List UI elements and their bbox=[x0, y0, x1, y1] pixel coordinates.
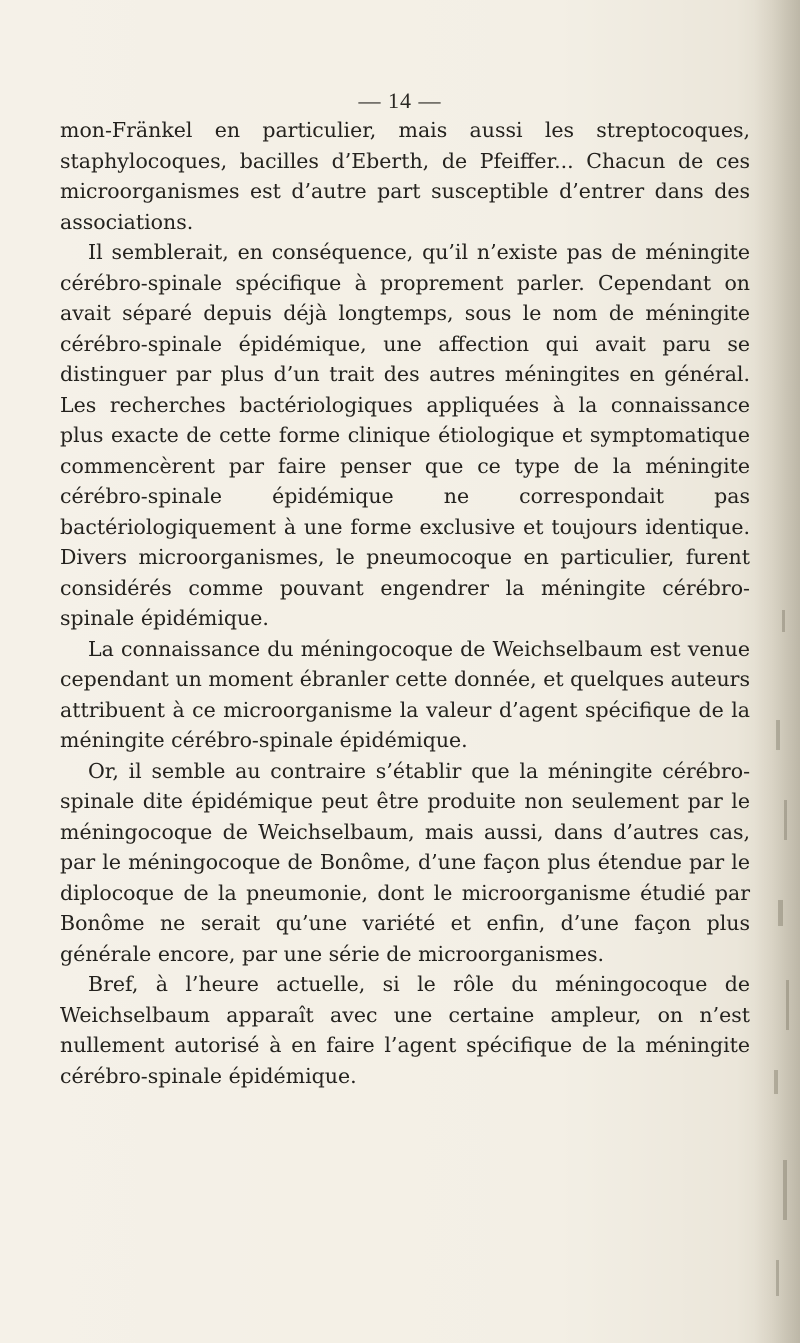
paragraph: Il semblerait, en conséquence, qu’il n’existe pas de méningite cérébro-spinale spécifique à proprement parler. Cependant on avait séparé depuis déjà longtemps, sous le nom de méningite cérébro-spinale épidémique, une affection qui avait paru se distinguer par plus d’un trait des autres méningites en général. Les recherches bactériologiques appliquées à la connaissance plus exacte de cette forme clinique étiologique et symptomatique commencèrent par faire penser que ce type de la méningite cérébro-spinale épidémique ne correspondait pas bactériologiquement à une forme exclusive et toujours identique. Divers microorganismes, le pneumocoque en particulier, furent considérés comme pouvant engendrer la méningite cérébro-spinale épidémique. bbox=[60, 240, 750, 630]
page-edge-stains bbox=[764, 600, 794, 1340]
paragraph: La connaissance du méningocoque de Weichselbaum est venue cependant un moment ébranler cette donnée, et quelques auteurs attribuent à ce microorganisme la valeur d’agent spécifique de la méningite cérébro-spinale épidémique. bbox=[60, 636, 750, 752]
paragraph: Bref, à l’heure actuelle, si le rôle du méningocoque de Weichselbaum apparaît avec une certaine ampleur, on n’est nullement autorisé à en faire l’agent spécifique de la méningite cérébro-spinale épidémique. bbox=[60, 972, 750, 1088]
paragraph: Or, il semble au contraire s’établir que la méningite cérébro-spinale dite épidémique peut être produite non seulement par le méningocoque de Weichselbaum, mais aussi, dans d’autres cas, par le méningocoque de Bonôme, d’une façon plus étendue par le diplocoque de la pneumonie, dont le microorganisme étudié par Bonôme ne serait qu’une variété et enfin, d’une façon plus générale encore, par une série de microorganismes. bbox=[60, 758, 750, 966]
paragraph-continuation: mon-Fränkel en particulier, mais aussi les streptocoques, staphylocoques, bacilles d’Eberth, de Pfeiffer... Chacun de ces microorganismes est d’autre part susceptible d’entrer dans des associations. bbox=[60, 118, 750, 234]
body-text bbox=[60, 115, 750, 1091]
page-number: — 14 — bbox=[358, 88, 442, 113]
page-edge-shadow bbox=[754, 0, 800, 1343]
